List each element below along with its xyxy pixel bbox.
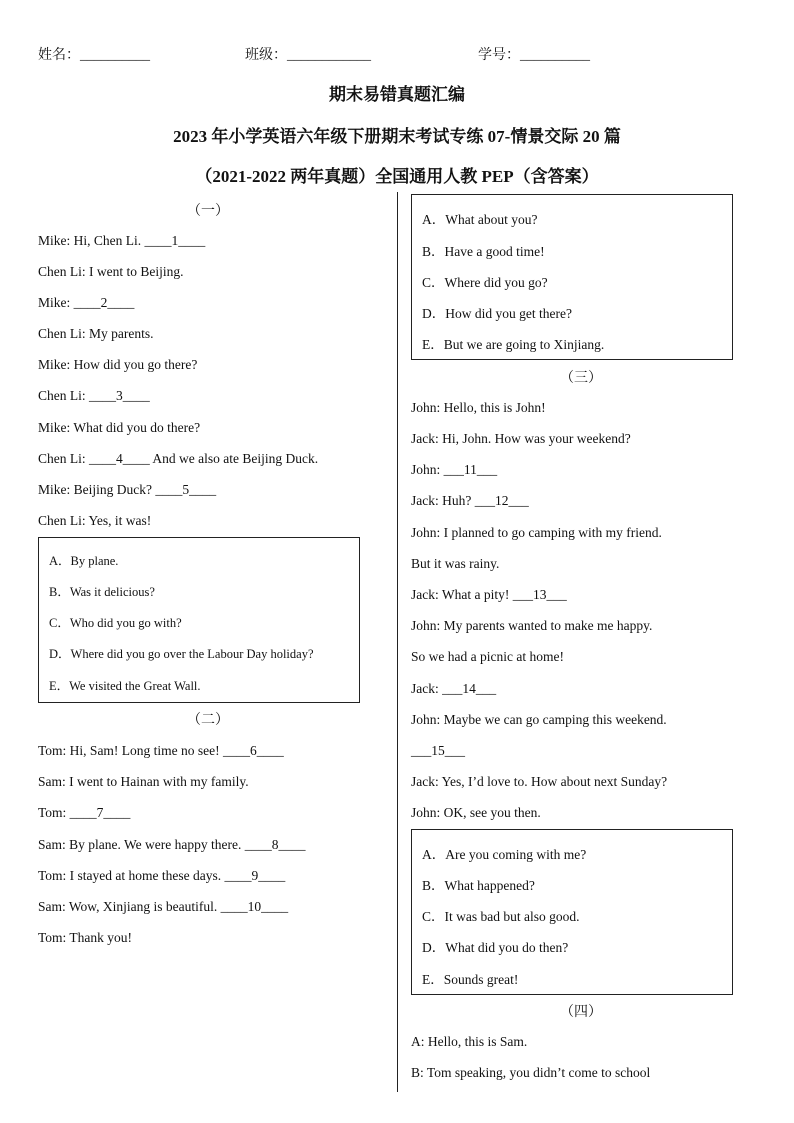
class-field-label: 班级：____________: [245, 48, 371, 63]
dialogue-line: Tom: Hi, Sam! Long time no see! ____6____: [38, 743, 284, 758]
option-item: D．How did you get there?: [422, 306, 572, 321]
option-item: E．Sounds great!: [422, 972, 519, 987]
option-item: A．What about you?: [422, 212, 538, 227]
dialogue-line: Jack: What a pity! ___13___: [411, 587, 567, 602]
dialogue-line: Mike: How did you go there?: [38, 357, 198, 372]
dialogue-line: John: Hello, this is John!: [411, 400, 546, 415]
dialogue-line: Tom: ____7____: [38, 805, 131, 820]
dialogue-line: Mike: What did you do there?: [38, 420, 201, 435]
option-item: D．What did you do then?: [422, 940, 569, 955]
doc-title-3: （2021-2022 两年真题）全国通用人教 PEP（含答案）: [195, 167, 599, 186]
option-item: E．But we are going to Xinjiang.: [422, 337, 605, 352]
dialogue-line: Mike: Beijing Duck? ____5____: [38, 482, 217, 497]
dialogue-line: Chen Li: ____3____: [38, 388, 150, 403]
section2-heading: （二）: [187, 713, 229, 728]
dialogue-line: Sam: Wow, Xinjiang is beautiful. ____10____: [38, 899, 289, 914]
dialogue-line: Chen Li: I went to Beijing.: [38, 264, 184, 279]
dialogue-line: John: Maybe we can go camping this weekend.: [411, 712, 667, 727]
dialogue-line: A: Hello, this is Sam.: [411, 1034, 528, 1049]
dialogue-line: Tom: Thank you!: [38, 930, 133, 945]
student-id-field-label: 学号：__________: [478, 48, 590, 63]
option-item: E．We visited the Great Wall.: [49, 679, 201, 693]
option-item: B．Was it delicious?: [49, 585, 155, 599]
section3-heading: （三）: [560, 371, 602, 386]
dialogue-line: Chen Li: ____4____ And we also ate Beijing Duck.: [38, 451, 319, 466]
column-divider: [397, 192, 398, 1092]
dialogue-line: Jack: Huh? ___12___: [411, 493, 529, 508]
section1-heading: （一）: [187, 204, 229, 219]
dialogue-line: ___15___: [411, 743, 465, 758]
dialogue-line: Sam: I went to Hainan with my family.: [38, 774, 249, 789]
option-item: C．Where did you go?: [422, 275, 548, 290]
option-item: A．By plane.: [49, 554, 119, 568]
option-item: B．Have a good time!: [422, 244, 545, 259]
option-item: C．It was bad but also good.: [422, 909, 580, 924]
dialogue-line: B: Tom speaking, you didn’t come to school: [411, 1065, 651, 1080]
option-item: A．Are you coming with me?: [422, 847, 587, 862]
dialogue-line: Jack: Hi, John. How was your weekend?: [411, 431, 631, 446]
dialogue-line: John: OK, see you then.: [411, 805, 541, 820]
option-item: D．Where did you go over the Labour Day holiday?: [49, 647, 314, 661]
dialogue-line: John: My parents wanted to make me happy.: [411, 618, 653, 633]
dialogue-line: Jack: Yes, I’d love to. How about next Sunday?: [411, 774, 668, 789]
dialogue-line: But it was rainy.: [411, 556, 500, 571]
option-item: B．What happened?: [422, 878, 535, 893]
section1-options-box: [38, 537, 360, 703]
dialogue-line: So we had a picnic at home!: [411, 649, 564, 664]
option-item: C．Who did you go with?: [49, 616, 182, 630]
dialogue-line: Mike: Hi, Chen Li. ____1____: [38, 233, 206, 248]
doc-title-1: 期末易错真题汇编: [329, 85, 465, 104]
dialogue-line: Tom: I stayed at home these days. ____9____: [38, 868, 286, 883]
dialogue-line: Mike: ____2____: [38, 295, 135, 310]
doc-title-2: 2023 年小学英语六年级下册期末考试专练 07-情景交际 20 篇: [173, 127, 621, 146]
name-field-label: 姓名：__________: [38, 48, 150, 63]
dialogue-line: John: ___11___: [411, 462, 498, 477]
section3-options-box: [411, 829, 733, 995]
section2-options-box: [411, 194, 733, 360]
dialogue-line: Sam: By plane. We were happy there. ____8____: [38, 837, 306, 852]
section4-heading: （四）: [560, 1005, 602, 1020]
dialogue-line: Chen Li: My parents.: [38, 326, 154, 341]
dialogue-line: Chen Li: Yes, it was!: [38, 513, 152, 528]
dialogue-line: John: I planned to go camping with my friend.: [411, 525, 662, 540]
dialogue-line: Jack: ___14___: [411, 681, 497, 696]
